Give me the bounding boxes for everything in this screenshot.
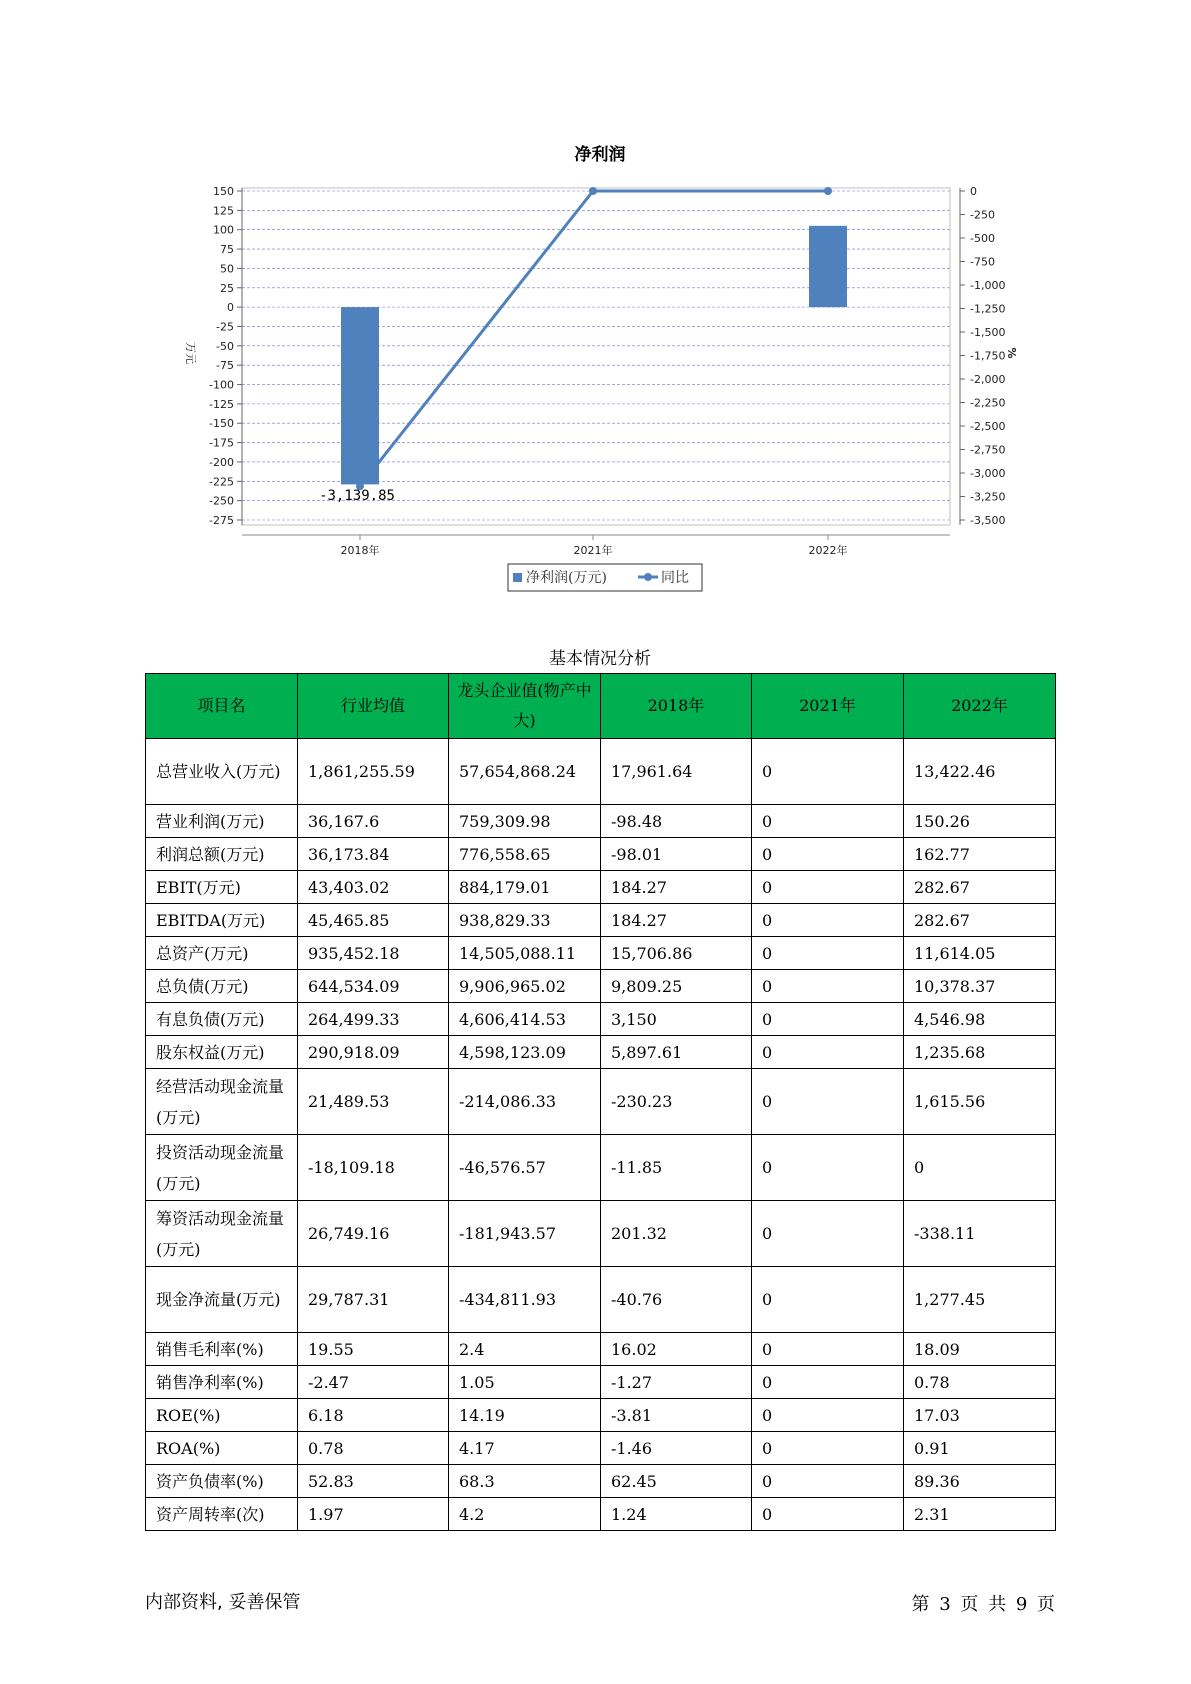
- y-right-tick-label: -750: [970, 255, 995, 269]
- y-right-tick-label: -1,500: [970, 326, 1006, 339]
- table-cell: 0: [752, 1432, 904, 1465]
- table-cell: 9,906,965.02: [449, 970, 601, 1003]
- table-cell: 43,403.02: [298, 871, 449, 904]
- table-cell: 0: [752, 1135, 904, 1201]
- yoy-point-2022年: [824, 187, 832, 195]
- table-cell: 36,167.6: [298, 805, 449, 838]
- footer-page-number: 第 3 页 共 9 页: [911, 1594, 1055, 1615]
- table-cell: 52.83: [298, 1465, 449, 1498]
- table-cell: 2.31: [904, 1498, 1056, 1531]
- legend-bar-swatch: [513, 573, 522, 582]
- row-label-cell: 总资产(万元): [146, 937, 298, 970]
- table-cell: 1,235.68: [904, 1036, 1056, 1069]
- y-left-tick-label: 100: [213, 223, 234, 237]
- table-cell: 0: [752, 739, 904, 805]
- row-label-cell: 筹资活动现金流量(万元): [146, 1201, 298, 1267]
- table-cell: 776,558.65: [449, 838, 601, 871]
- table-header-row: [146, 674, 1056, 739]
- y-right-tick-label: -2,500: [970, 420, 1006, 433]
- row-label-cell: 资产负债率(%): [146, 1465, 298, 1498]
- table-cell: 36,173.84: [298, 838, 449, 871]
- y-right-tick-label: -2,250: [970, 396, 1006, 410]
- table-cell: 57,654,868.24: [449, 739, 601, 805]
- bar-2022年: [809, 226, 847, 307]
- x-tick-label: 2018年: [340, 544, 380, 557]
- table-cell: -18,109.18: [298, 1135, 449, 1201]
- table-row: [146, 805, 1056, 838]
- table-cell: 2.4: [449, 1333, 601, 1366]
- y-left-tick-label: -175: [209, 436, 234, 450]
- table-cell: 201.32: [601, 1201, 752, 1267]
- table-cell: 1.05: [449, 1366, 601, 1399]
- table-cell: 0: [752, 970, 904, 1003]
- table-caption: 基本情况分析: [549, 649, 651, 669]
- y-left-tick-label: -50: [216, 339, 234, 353]
- y-left-tick-label: 0: [227, 301, 234, 315]
- table-cell: 4,606,414.53: [449, 1003, 601, 1036]
- table-cell: 62.45: [601, 1465, 752, 1498]
- y-left-tick-label: -200: [209, 455, 234, 469]
- row-label-cell: 营业利润(万元): [146, 805, 298, 838]
- table-cell: 282.67: [904, 904, 1056, 937]
- row-label-cell: 有息负债(万元): [146, 1003, 298, 1036]
- header-item-name: 项目名: [146, 674, 298, 739]
- row-label-cell: 资产周转率(次): [146, 1498, 298, 1531]
- y-right-tick-label: -500: [970, 232, 995, 245]
- chart-line-series: [356, 187, 832, 490]
- table-cell: 21,489.53: [298, 1069, 449, 1135]
- table-cell: 0.78: [298, 1432, 449, 1465]
- table-cell: -2.47: [298, 1366, 449, 1399]
- basic-analysis-table: [145, 673, 1056, 1531]
- table-cell: 5,897.61: [601, 1036, 752, 1069]
- legend-bar-label: 净利润(万元): [526, 570, 607, 586]
- y-left-tick-label: -75: [216, 359, 234, 373]
- table-cell: 11,614.05: [904, 937, 1056, 970]
- y-left-tick-label: -225: [209, 475, 234, 489]
- footer-confidential-note: 内部资料, 妥善保管: [145, 1592, 301, 1613]
- table-cell: 1,615.56: [904, 1069, 1056, 1135]
- table-row: [146, 1465, 1056, 1498]
- table-cell: 0.78: [904, 1366, 1056, 1399]
- table-cell: 1,277.45: [904, 1267, 1056, 1333]
- table-cell: 17,961.64: [601, 739, 752, 805]
- table-cell: -98.48: [601, 805, 752, 838]
- table-cell: 935,452.18: [298, 937, 449, 970]
- y-right-tick-label: -1,250: [970, 302, 1006, 316]
- row-label-cell: ROA(%): [146, 1432, 298, 1465]
- table-cell: 644,534.09: [298, 970, 449, 1003]
- row-label-cell: EBIT(万元): [146, 871, 298, 904]
- row-label-cell: EBITDA(万元): [146, 904, 298, 937]
- table-cell: 14,505,088.11: [449, 937, 601, 970]
- table-cell: 0: [752, 1036, 904, 1069]
- table-cell: 14.19: [449, 1399, 601, 1432]
- table-cell: 0: [752, 1267, 904, 1333]
- row-label-cell: 投资活动现金流量(万元): [146, 1135, 298, 1201]
- row-label-cell: 经营活动现金流量(万元): [146, 1069, 298, 1135]
- table-row: [146, 1267, 1056, 1333]
- table-cell: 10,378.37: [904, 970, 1056, 1003]
- table-cell: 17.03: [904, 1399, 1056, 1432]
- table-cell: 29,787.31: [298, 1267, 449, 1333]
- table-cell: 0.91: [904, 1432, 1056, 1465]
- table-cell: 264,499.33: [298, 1003, 449, 1036]
- header-leader-value: 龙头企业值(物产中大): [449, 674, 601, 739]
- table-cell: 759,309.98: [449, 805, 601, 838]
- table-cell: 1,861,255.59: [298, 739, 449, 805]
- table-cell: 4,546.98: [904, 1003, 1056, 1036]
- header-2018: 2018年: [601, 674, 752, 739]
- bar-2018年: [341, 307, 379, 484]
- chart-bars: [341, 226, 847, 485]
- table-cell: 0: [752, 1003, 904, 1036]
- y-right-tick-label: -250: [970, 208, 995, 222]
- table-cell: 68.3: [449, 1465, 601, 1498]
- table-cell: 184.27: [601, 871, 752, 904]
- table-cell: 0: [752, 1399, 904, 1432]
- chart-y-axis-right: [960, 185, 1005, 527]
- table-row: [146, 1036, 1056, 1069]
- table-cell: 4.17: [449, 1432, 601, 1465]
- row-label-cell: ROE(%): [146, 1399, 298, 1432]
- table-row: [146, 1432, 1056, 1465]
- table-row: [146, 937, 1056, 970]
- table-cell: 26,749.16: [298, 1201, 449, 1267]
- table-cell: 0: [752, 1201, 904, 1267]
- table-cell: -1.46: [601, 1432, 752, 1465]
- table-cell: 16.02: [601, 1333, 752, 1366]
- table-row: [146, 739, 1056, 805]
- y-axis-right-label: %: [1005, 347, 1018, 359]
- table-cell: 162.77: [904, 838, 1056, 871]
- table-cell: 3,150: [601, 1003, 752, 1036]
- y-left-tick-label: -250: [209, 494, 234, 508]
- table-row: [146, 1069, 1056, 1135]
- table-cell: 0: [752, 1069, 904, 1135]
- table-cell: -40.76: [601, 1267, 752, 1333]
- table-cell: 0: [752, 1465, 904, 1498]
- y-left-tick-label: -275: [209, 514, 234, 527]
- table-cell: 15,706.86: [601, 937, 752, 970]
- table-cell: 13,422.46: [904, 739, 1056, 805]
- table-cell: 884,179.01: [449, 871, 601, 904]
- y-left-tick-label: -150: [209, 417, 234, 431]
- y-right-tick-label: 0: [970, 185, 977, 198]
- table-cell: 4,598,123.09: [449, 1036, 601, 1069]
- header-industry-average: 行业均值: [298, 674, 449, 739]
- table-cell: 9,809.25: [601, 970, 752, 1003]
- y-left-tick-label: 75: [220, 243, 234, 257]
- x-tick-label: 2021年: [573, 544, 613, 557]
- table-cell: -1.27: [601, 1366, 752, 1399]
- table-cell: -46,576.57: [449, 1135, 601, 1201]
- table-row: [146, 904, 1056, 937]
- table-cell: 290,918.09: [298, 1036, 449, 1069]
- table-row: [146, 838, 1056, 871]
- table-cell: 0: [752, 805, 904, 838]
- x-tick-label: 2022年: [808, 544, 848, 557]
- table-cell: -181,943.57: [449, 1201, 601, 1267]
- y-right-tick-label: -3,500: [970, 514, 1006, 527]
- y-right-tick-label: -2,750: [970, 443, 1006, 457]
- row-label-cell: 利润总额(万元): [146, 838, 298, 871]
- y-left-tick-label: 125: [213, 204, 234, 218]
- y-left-tick-label: 50: [220, 262, 234, 276]
- y-left-tick-label: 25: [220, 281, 234, 295]
- row-label-cell: 销售毛利率(%): [146, 1333, 298, 1366]
- header-2022: 2022年: [904, 674, 1056, 739]
- y-right-tick-label: -1,750: [970, 349, 1006, 363]
- data-label-2018: -3,139.85: [319, 488, 395, 504]
- y-left-tick-label: -25: [216, 320, 234, 334]
- table-cell: 89.36: [904, 1465, 1056, 1498]
- table-cell: -98.01: [601, 838, 752, 871]
- table-row: [146, 871, 1056, 904]
- table-cell: 938,829.33: [449, 904, 601, 937]
- yoy-point-2021年: [589, 187, 597, 195]
- net-profit-chart: [0, 0, 1191, 600]
- y-right-tick-label: -3,250: [970, 490, 1006, 504]
- table-row: [146, 970, 1056, 1003]
- table-row: [146, 1333, 1056, 1366]
- table-cell: -338.11: [904, 1201, 1056, 1267]
- table-cell: 18.09: [904, 1333, 1056, 1366]
- y-axis-left-label: 万元: [184, 342, 197, 364]
- y-right-tick-label: -2,000: [970, 373, 1006, 386]
- table-row: [146, 1399, 1056, 1432]
- yoy-line: [360, 191, 828, 486]
- chart-x-axis: [242, 535, 950, 557]
- table-cell: 0: [752, 904, 904, 937]
- table-cell: 0: [904, 1135, 1056, 1201]
- table-cell: 0: [752, 838, 904, 871]
- legend-line-label: 同比: [661, 570, 689, 586]
- table-cell: 282.67: [904, 871, 1056, 904]
- table-cell: 1.24: [601, 1498, 752, 1531]
- table-row: [146, 1366, 1056, 1399]
- table-cell: 0: [752, 1366, 904, 1399]
- table-row: [146, 1201, 1056, 1267]
- table-cell: 45,465.85: [298, 904, 449, 937]
- y-left-tick-label: -100: [209, 378, 234, 392]
- table-cell: -214,086.33: [449, 1069, 601, 1135]
- table-cell: -11.85: [601, 1135, 752, 1201]
- table-cell: 1.97: [298, 1498, 449, 1531]
- row-label-cell: 销售净利率(%): [146, 1366, 298, 1399]
- table-cell: -230.23: [601, 1069, 752, 1135]
- legend-line-marker: [644, 573, 652, 581]
- table-row: [146, 1498, 1056, 1531]
- table-cell: -434,811.93: [449, 1267, 601, 1333]
- table-row: [146, 1003, 1056, 1036]
- table-cell: 150.26: [904, 805, 1056, 838]
- table-row: [146, 1135, 1056, 1201]
- table-cell: 6.18: [298, 1399, 449, 1432]
- y-right-tick-label: -3,000: [970, 467, 1006, 480]
- y-left-tick-label: 150: [213, 185, 234, 198]
- table-cell: 19.55: [298, 1333, 449, 1366]
- table-cell: 184.27: [601, 904, 752, 937]
- table-cell: 0: [752, 937, 904, 970]
- chart-legend: [508, 564, 702, 591]
- table-cell: 0: [752, 1498, 904, 1531]
- row-label-cell: 总负债(万元): [146, 970, 298, 1003]
- chart-title: 净利润: [574, 145, 626, 165]
- header-2021: 2021年: [752, 674, 904, 739]
- y-left-tick-label: -125: [209, 397, 234, 411]
- chart-annotations: [319, 488, 395, 504]
- row-label-cell: 总营业收入(万元): [146, 739, 298, 805]
- table-cell: -3.81: [601, 1399, 752, 1432]
- table-cell: 0: [752, 1333, 904, 1366]
- table-cell: 4.2: [449, 1498, 601, 1531]
- table-cell: 0: [752, 871, 904, 904]
- y-right-tick-label: -1,000: [970, 279, 1006, 292]
- row-label-cell: 现金净流量(万元): [146, 1267, 298, 1333]
- row-label-cell: 股东权益(万元): [146, 1036, 298, 1069]
- chart-y-axis-left: [209, 185, 242, 527]
